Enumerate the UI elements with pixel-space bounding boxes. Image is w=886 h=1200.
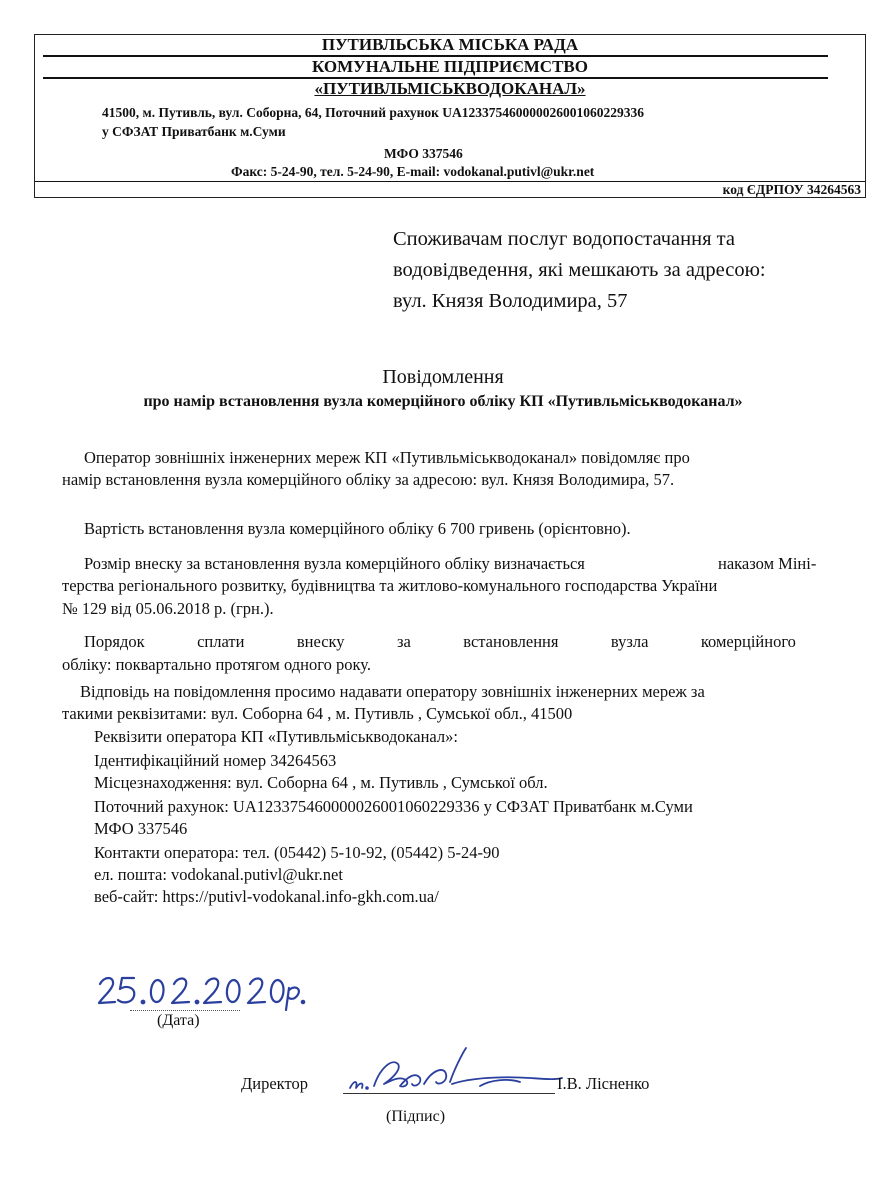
- edrpou-code: код ЄДРПОУ 34264563: [722, 182, 861, 197]
- word: Порядок: [84, 632, 145, 651]
- letterhead: [34, 34, 866, 198]
- requisites-email: ел. пошта: vodokanal.putivl@ukr.net: [94, 865, 343, 884]
- enterprise-type: КОМУНАЛЬНЕ ПІДПРИЄМСТВО: [312, 57, 588, 76]
- paragraph-5-line-2: такими реквізитами: вул. Соборна 64 , м. Путивль , Сумської обл., 41500: [62, 704, 573, 723]
- signature-line: [343, 1093, 555, 1094]
- paragraph-1-line-2: намір встановлення вузла комерційного обліку за адресою: вул. Князя Володимира, 57.: [62, 470, 675, 489]
- date-underline: [130, 1010, 240, 1011]
- requisites-id: Ідентифікаційний номер 34264563: [94, 751, 337, 770]
- enterprise-name: «ПУТИВЛЬМІСЬКВОДОКАНАЛ»: [314, 79, 586, 98]
- contacts-line: Факс: 5-24-90, тел. 5-24-90, E-mail: vodokanal.putivl@ukr.net: [231, 164, 595, 179]
- signatory-name: І.В. Лісненко: [557, 1074, 650, 1093]
- paragraph-3-line-1a: Розмір внеску за встановлення вузла комерційного обліку визначається: [84, 554, 585, 573]
- signature-scribble: [340, 1040, 570, 1100]
- requisites-location: Місцезнаходження: вул. Соборна 64 , м. Путивль , Сумської обл.: [94, 773, 548, 792]
- mfo-line: МФО 337546: [384, 146, 463, 161]
- recipient-block: [393, 224, 853, 317]
- address-line: 41500, м. Путивль, вул. Соборна, 64, Поточний рахунок UA123375460000026001060229336: [102, 105, 645, 120]
- word: внеску: [296, 632, 345, 651]
- requisites-mfo: МФО 337546: [94, 819, 188, 838]
- paragraph-4-line-2: обліку: поквартально протягом одного року.: [62, 655, 371, 674]
- word: встановлення: [463, 632, 559, 651]
- handwritten-date: [96, 970, 306, 1012]
- paragraph-1-line-1: Оператор зовнішніх інженерних мереж КП «Путивльміськводоканал» повідомляє про: [84, 448, 690, 467]
- signature-caption: (Підпис): [386, 1108, 446, 1125]
- bank-line: у СФЗАТ Приватбанк м.Суми: [102, 124, 286, 139]
- council-name: ПУТИВЛЬСЬКА МІСЬКА РАДА: [321, 35, 579, 54]
- requisites-heading: Реквізити оператора КП «Путивльміськводоканал»:: [94, 727, 458, 746]
- recipient-address: вул. Князя Володимира, 57: [393, 290, 628, 312]
- recipient-line: водовідведення, які мешкають за адресою:: [393, 259, 766, 281]
- signatory-role: Директор: [241, 1074, 308, 1093]
- cost-paragraph: Вартість встановлення вузла комерційного обліку 6 700 гривень (орієнтовно).: [84, 519, 631, 538]
- word: вузла: [610, 632, 649, 651]
- requisites-website: веб-сайт: https://putivl-vodokanal.info-gkh.com.ua/: [94, 887, 439, 906]
- paragraph-5-line-1: Відповідь на повідомлення просимо надавати оператору зовнішніх інженерних мереж за: [80, 682, 705, 701]
- recipient-line: Споживачам послуг водопостачання та: [393, 228, 735, 250]
- paragraph-3-line-2: терства регіонального розвитку, будівництва та житлово-комунального господарства України: [62, 576, 718, 595]
- paragraph-3-line-3: № 129 від 05.06.2018 р. (грн.).: [62, 599, 274, 618]
- word: за: [396, 632, 411, 651]
- requisites-contacts: Контакти оператора: тел. (05442) 5-10-92, (05442) 5-24-90: [94, 843, 500, 862]
- paragraph-3-line-1b: наказом Міні-: [718, 554, 817, 573]
- date-caption: (Дата): [157, 1012, 200, 1029]
- notice-title: Повідомлення: [382, 366, 504, 388]
- requisites-account: Поточний рахунок: UA123375460000026001060229336 у СФЗАТ Приватбанк м.Суми: [94, 797, 693, 816]
- word: сплати: [197, 632, 245, 651]
- paragraph-4-line-1: [84, 632, 796, 652]
- word: комерційного: [700, 632, 796, 651]
- notice-subtitle: про намір встановлення вузла комерційного обліку КП «Путивльміськводоканал»: [143, 393, 743, 410]
